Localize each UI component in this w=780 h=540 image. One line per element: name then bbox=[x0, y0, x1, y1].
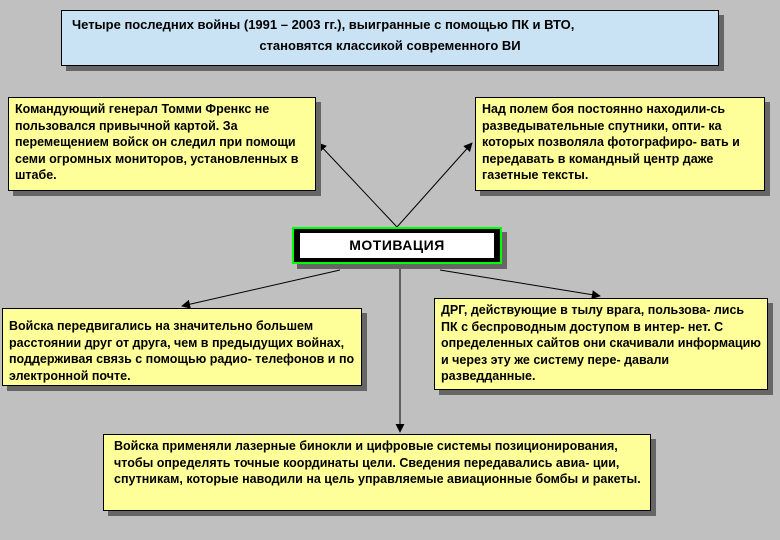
note-mid-left: Войска передвигались на значительно большем расстоянии друг от друга, чем в предыдущих войнах, поддерживая связь с помощью радио- телефонов и по электронной почте. bbox=[2, 308, 362, 386]
arrow-to-top-right bbox=[397, 143, 472, 227]
note-top-right: Над полем боя постоянно находили-сь разведывательные спутники, опти- ка которых позволяла фотографиро- вать и передавать в командный центр даже газетные тексты. bbox=[475, 97, 765, 191]
motivation-label: МОТИВАЦИЯ bbox=[300, 233, 494, 258]
title-line-2: становятся классикой современного ВИ bbox=[259, 38, 521, 53]
note-top-left: Командующий генерал Томми Френкс не пользовался привычной картой. За перемещением войск он следил при помощи семи огромных мониторов, установленных в штабе. bbox=[8, 97, 316, 191]
note-mid-right: ДРГ, действующие в тылу врага, пользова- лись ПК с беспроводным доступом в интер- нет. С определенных сайтов они скачивали информацию и через эту же систему пере- давали разведданные. bbox=[434, 298, 768, 390]
arrow-to-top-left bbox=[318, 143, 397, 227]
title-line-1: Четыре последних войны (1991 – 2003 гг.), выигранные с помощью ПК и ВТО, bbox=[72, 17, 575, 32]
motivation-box bbox=[292, 227, 502, 264]
note-bottom: Войска применяли лазерные бинокли и цифровые системы позиционирования, чтобы определять точные координаты цели. Сведения передавались авиа- ции, спутникам, которые наводили на цель управляемые авиационные бомбы и ракеты. bbox=[103, 434, 651, 511]
arrow-to-mid-left bbox=[182, 270, 340, 306]
arrow-to-mid-right bbox=[440, 270, 600, 296]
